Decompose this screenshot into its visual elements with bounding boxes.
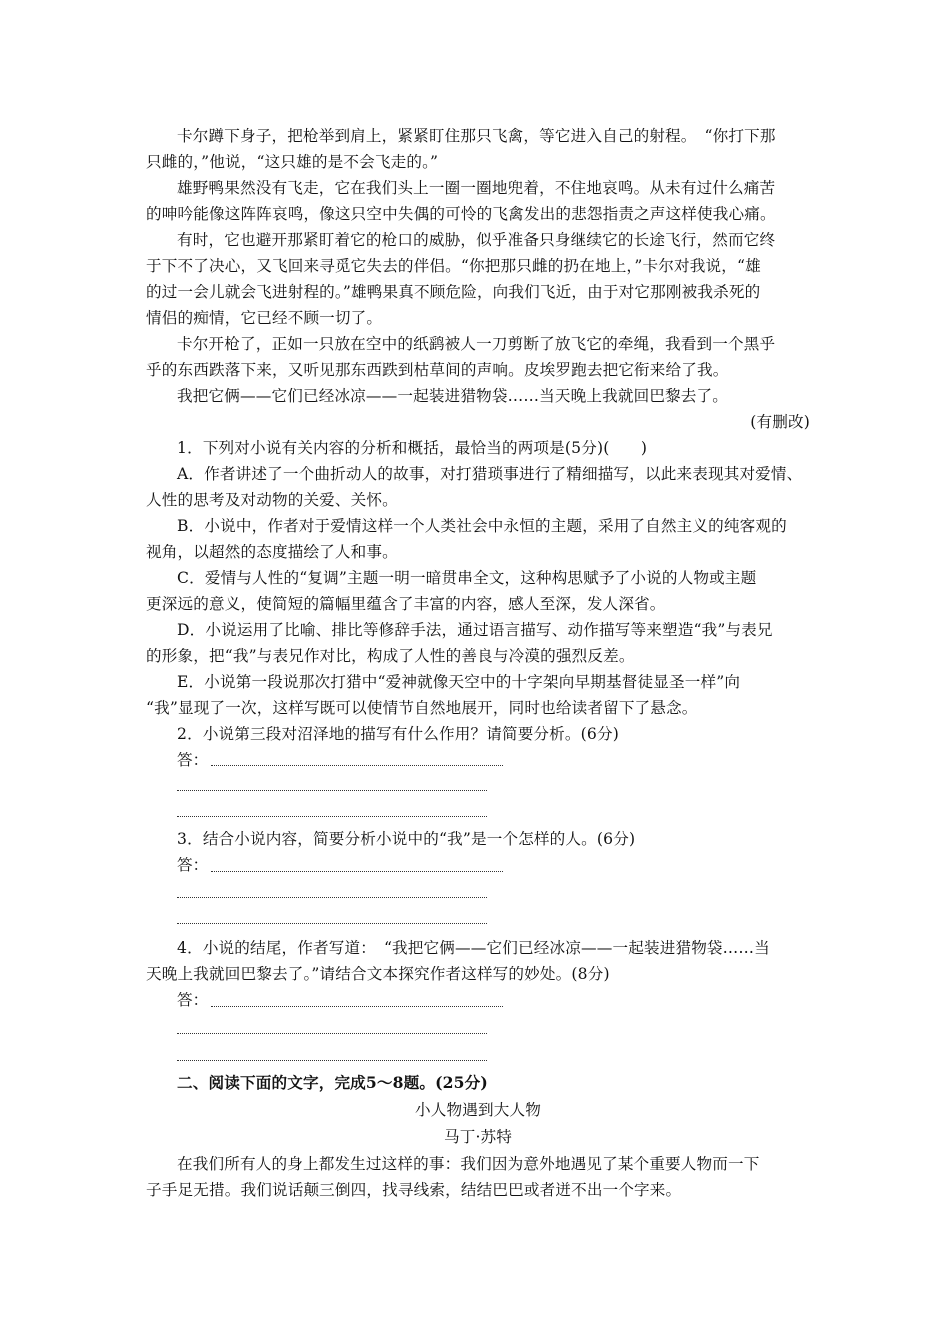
question-4-stem-cont: 天晚上我就回巴黎去了。”请结合文本探究作者这样写的妙处。(8分) — [146, 965, 610, 983]
section-heading: 二、阅读下面的文字，完成5～8题。(25分) — [177, 1073, 488, 1092]
answer-line[interactable] — [211, 871, 503, 872]
answer-label: 答： — [177, 751, 209, 769]
question-2-stem: 2．小说第三段对沼泽地的描写有什么作用？请简要分析。(6分) — [177, 725, 619, 743]
story-author: 马丁·苏特 — [443, 1128, 513, 1146]
passage-line: 情侣的痴情，它已经不顾一切了。 — [146, 309, 383, 327]
answer-line[interactable] — [211, 765, 503, 766]
option-d-cont: 的形象，把“我”与表兄作对比，构成了人性的善良与冷漠的强烈反差。 — [146, 647, 635, 665]
option-e-cont: “我”显现了一次，这样写既可以使情节自然地展开，同时也给读者留下了悬念。 — [146, 699, 698, 717]
answer-line[interactable] — [211, 1006, 503, 1007]
answer-line[interactable] — [177, 790, 487, 791]
passage-line: 在我们所有人的身上都发生过这样的事：我们因为意外地遇见了某个重要人物而一下 — [177, 1155, 760, 1173]
option-b: B．小说中，作者对于爱情这样一个人类社会中永恒的主题，采用了自然主义的纯客观的 — [177, 517, 787, 535]
answer-line[interactable] — [177, 816, 487, 817]
passage-line: 的呻吟能像这阵阵哀鸣，像这只空中失偶的可怜的飞禽发出的悲怨指责之声这样使我心痛。 — [146, 205, 776, 223]
passage-line: 雄野鸭果然没有飞走，它在我们头上一圈一圈地兜着，不住地哀鸣。从未有过什么痛苦 — [177, 179, 776, 197]
option-a: A．作者讲述了一个曲折动人的故事，对打猎琐事进行了精细描写，以此来表现其对爱情、 — [177, 465, 803, 483]
question-3-stem: 3．结合小说内容，简要分析小说中的“我”是一个怎样的人。(6分) — [177, 830, 636, 848]
passage-line: 我把它俩——它们已经冰凉——一起装进猎物袋……当天晚上我就回巴黎去了。 — [177, 387, 729, 405]
answer-label: 答： — [177, 991, 209, 1009]
passage-line: 于下不了决心，又飞回来寻觅它失去的伴侣。“你把那只雌的扔在地上，”卡尔对我说，“雄 — [146, 257, 761, 275]
answer-line[interactable] — [177, 1033, 487, 1034]
question-1-stem: 1．下列对小说有关内容的分析和概括，最恰当的两项是(5分)( ) — [177, 439, 648, 457]
option-e: E．小说第一段说那次打猎中“爱神就像天空中的十字架向早期基督徒显圣一样”向 — [177, 673, 741, 691]
passage-line: 卡尔蹲下身子，把枪举到肩上，紧紧盯住那只飞禽，等它进入自己的射程。 “你打下那 — [177, 127, 776, 145]
option-c-cont: 更深远的意义，使简短的篇幅里蕴含了丰富的内容，感人至深，发人深省。 — [146, 595, 666, 613]
passage-line: 子手足无措。我们说话颠三倒四，找寻线索，结结巴巴或者迸不出一个字来。 — [146, 1181, 682, 1199]
story-title: 小人物遇到大人物 — [415, 1101, 541, 1119]
passage-line: 有时，它也避开那紧盯着它的枪口的威胁，似乎准备只身继续它的长途飞行，然而它终 — [177, 231, 776, 249]
answer-line[interactable] — [177, 923, 487, 924]
question-4-stem: 4．小说的结尾，作者写道： “我把它俩——它们已经冰凉——一起装进猎物袋……当 — [177, 939, 770, 957]
passage-line: 的过一会儿就会飞进射程的。”雄鸭果真不顾危险，向我们飞近，由于对它那刚被我杀死的 — [146, 283, 761, 301]
answer-line[interactable] — [177, 897, 487, 898]
passage-line: 乎的东西跌落下来，又听见那东西跌到枯草间的声响。皮埃罗跑去把它衔来给了我。 — [146, 361, 729, 379]
passage-line: 只雌的，”他说，“这只雄的是不会飞走的。” — [146, 153, 439, 171]
option-b-cont: 视角，以超然的态度描绘了人和事。 — [146, 543, 398, 561]
option-a-cont: 人性的思考及对动物的关爱、关怀。 — [146, 491, 398, 509]
answer-line[interactable] — [177, 1060, 487, 1061]
option-d: D．小说运用了比喻、排比等修辞手法，通过语言描写、动作描写等来塑造“我”与表兄 — [177, 621, 773, 639]
option-c: C．爱情与人性的“复调”主题一明一暗贯串全文，这种构思赋予了小说的人物或主题 — [177, 569, 757, 587]
passage-line: 卡尔开枪了，正如一只放在空中的纸鹞被人一刀剪断了放飞它的牵绳，我看到一个黑乎 — [177, 335, 776, 353]
edit-note: (有删改) — [750, 413, 810, 431]
answer-label: 答： — [177, 856, 209, 874]
